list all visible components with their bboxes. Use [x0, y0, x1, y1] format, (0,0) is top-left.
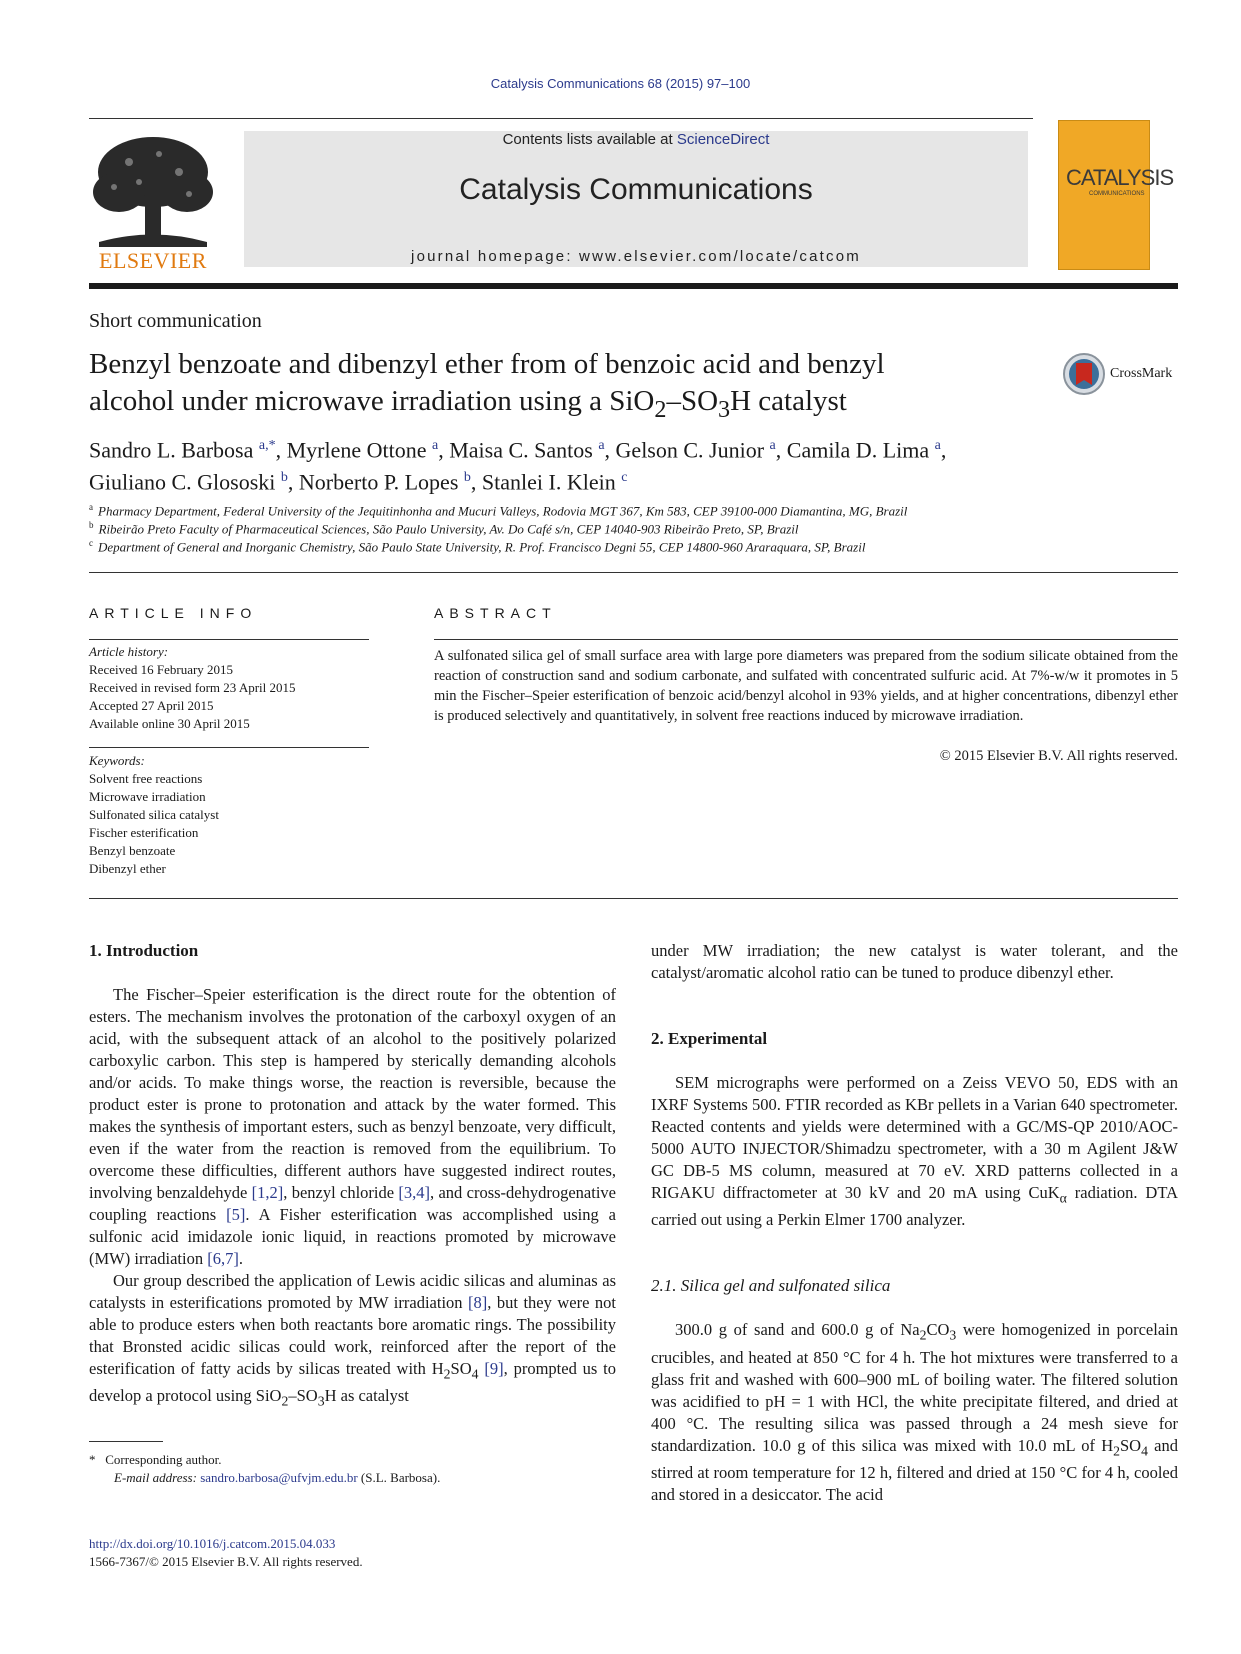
- body-text: SO: [450, 1359, 472, 1378]
- author-name: Sandro L. Barbosa: [89, 437, 254, 463]
- email-link[interactable]: sandro.barbosa@ufvjm.edu.br: [200, 1470, 358, 1485]
- body-text: . A Fisher esterification was accomplished using a sulfonic acid imidazole ionic liquid, in reactions promoted by microwave (MW) irradiation: [89, 1205, 617, 1268]
- author-name: Camila D. Lima: [786, 437, 930, 463]
- affiliation-b: [89, 520, 1149, 537]
- keywords-rule: [89, 747, 369, 748]
- footnote-star: *: [89, 1452, 96, 1467]
- author-affil-mark[interactable]: c: [621, 470, 628, 486]
- keyword: Solvent free reactions: [89, 771, 203, 786]
- cover-subtitle: COMMUNICATIONS: [1089, 191, 1145, 197]
- experimental-paragraph: [651, 1072, 1178, 1231]
- body-text: were homogenized in porcelain crucibles, and heated at 850 °C for 4 h. The hot mixtures were transferred to a glass frit and washed with 600–900 mL of boiling water. The filtered solution was acidified to pH = 1 with HCl, the white precipitate filtered, and dried at 400 °C. The resulting silica was passed through a 24 mesh sieve for standardization. 10.0 g of this silica was mixed with 10.0 mL of H: [651, 1320, 1178, 1455]
- right-column: [651, 940, 1178, 1506]
- silica-paragraph: [651, 1319, 1178, 1506]
- subscript: 4: [1141, 1442, 1148, 1458]
- keyword: Benzyl benzoate: [89, 843, 176, 858]
- history-revised: Received in revised form 23 April 2015: [89, 680, 296, 695]
- body-text: Our group described the application of Lewis acidic silicas and aluminas as catalysts in esterifications promoted by MW irradiation: [89, 1271, 616, 1312]
- reference-link[interactable]: [1,2]: [251, 1183, 284, 1202]
- history-label: Article history:: [89, 644, 169, 659]
- abstract-text: A sulfonated silica gel of small surface area with large pore diameters was prepared from the sodium silicate obtained from the reaction of construction sand and sodium carbonate, and sulfated with concentrated sulfuric acid. At 7%-w/w it promotes in 5 min the Fischer–Speier esterification of benzoic acid/benzyl alcohol in 93% yields, and at higher concentrations, dibenzyl ether is produced selectively and quantitatively, in solvent free reactions induced by microwave irradiation.: [434, 648, 1178, 724]
- author-name: Stanlei I. Klein: [481, 469, 616, 495]
- author-line-2: [89, 464, 1089, 496]
- author-affil-mark[interactable]: b: [280, 470, 288, 486]
- history-received: Received 16 February 2015: [89, 662, 234, 677]
- body-text: The Fischer–Speier esterification is the direct route for the obtention of esters. The mechanism involves the protonation of the carboxyl oxygen of an acid, with the subsequent attack of an alcohol to the positively polarized carboxylic carbon. This step is hampered by sterically demanding alcohols and/or acids. To make things worse, the reaction is reversible, because the product ester is prone to protonation and attack by the water formed. This makes the synthesis of important esters, such as benzyl benzoate, very difficult, even if the water from the reaction is removed from the equilibrium. To overcome these difficulties, different authors have suggested indirect routes, involving benzaldehyde: [89, 985, 616, 1202]
- affiliation-mark: a: [89, 502, 93, 512]
- author-affil-mark[interactable]: b: [463, 470, 471, 486]
- issn-line: 1566-7367/© 2015 Elsevier B.V. All rights reserved.: [89, 1554, 363, 1569]
- keyword: Microwave irradiation: [89, 789, 206, 804]
- body-text: CO: [926, 1320, 950, 1340]
- article-type: Short communication: [89, 310, 262, 332]
- cover-title: CATALYSIS: [1066, 165, 1174, 190]
- author-separator: ,: [438, 437, 450, 463]
- affiliation-a: [89, 502, 1149, 519]
- masthead-rule: [89, 283, 1178, 289]
- author-affil-mark[interactable]: a: [598, 438, 605, 453]
- intro-paragraph-2: [89, 1270, 616, 1413]
- author-list: [89, 432, 1089, 497]
- subscript: 2: [1113, 1442, 1120, 1458]
- body-text: SEM micrographs were performed on a Zeiss VEVO 50, EDS with an IXRF Systems 500. FTIR recorded as KBr pellets in a Varian 640 spectrometer. Reacted contents and yields were determined with a GC/MS-QP 2010/AOC-5000 AUTO INJECTOR/Shimadzu spectrometer, with a 30 m Agilent J&W GC DB-5 MS column, measured at 70 eV. XRD patterns collected in a RIGAKU diffractometer at 30 kV and 20 mA using CuK: [651, 1073, 1178, 1202]
- body-text: SO: [1119, 1435, 1142, 1455]
- author-separator: ,: [604, 437, 616, 463]
- author-separator: ,: [940, 437, 947, 463]
- body-text: –SO: [288, 1386, 318, 1406]
- article-history: [89, 643, 369, 733]
- article-title: [89, 346, 989, 428]
- email-label: E-mail address:: [114, 1470, 201, 1485]
- email-note: [114, 1469, 641, 1487]
- corresponding-author-note: [89, 1451, 616, 1469]
- author-name: Gelson C. Junior: [615, 437, 765, 463]
- reference-link[interactable]: [6,7]: [207, 1249, 239, 1268]
- author-name: Giuliano C. Glososki: [89, 469, 276, 495]
- affiliation-text: Ribeirão Preto Faculty of Pharmaceutical Sciences, São Paulo University, Av. Do Café s/n, CEP 14040-903 Ribeirão Preto, SP, Brazil: [98, 521, 799, 537]
- footnote-text: Corresponding author.: [105, 1452, 222, 1467]
- reference-link[interactable]: [9]: [484, 1359, 504, 1378]
- abstract-copyright: © 2015 Elsevier B.V. All rights reserved.: [939, 748, 1178, 764]
- keyword: Fischer esterification: [89, 825, 199, 840]
- header-rule: [89, 118, 1033, 119]
- title-text: alcohol under microwave irradiation using a SiO: [89, 385, 655, 417]
- affiliation-rule: [89, 572, 1178, 573]
- reference-link[interactable]: [3,4]: [398, 1183, 431, 1202]
- journal-homepage[interactable]: journal homepage: www.elsevier.com/locate/catcom: [411, 248, 861, 265]
- title-text: –SO: [666, 385, 719, 417]
- author-separator: ,: [470, 469, 482, 495]
- left-column: [89, 940, 616, 1413]
- history-online: Available online 30 April 2015: [89, 716, 250, 731]
- reference-link[interactable]: [8]: [468, 1293, 488, 1312]
- footnote-rule: [89, 1441, 163, 1442]
- author-separator: ,: [275, 437, 287, 463]
- reference-link[interactable]: [5]: [226, 1205, 246, 1224]
- author-affil-mark[interactable]: a,*: [258, 438, 276, 453]
- contents-line: [244, 131, 1028, 148]
- keyword: Sulfonated silica catalyst: [89, 807, 219, 822]
- subscript: 2: [919, 1327, 927, 1343]
- email-suffix: (S.L. Barbosa).: [357, 1470, 441, 1485]
- author-affil-mark[interactable]: a: [431, 438, 439, 453]
- affiliation-c: [89, 538, 1149, 555]
- article-info-heading: ARTICLE INFO: [89, 605, 258, 621]
- title-text: H catalyst: [730, 385, 847, 417]
- body-text: , benzyl chloride: [283, 1183, 399, 1202]
- author-line-1: [89, 432, 1089, 464]
- body-text: 300.0 g of sand and 600.0 g of Na: [675, 1320, 920, 1340]
- title-line-1: Benzyl benzoate and dibenzyl ether from of benzoic acid and benzyl: [89, 348, 885, 380]
- elsevier-wordmark: ELSEVIER: [99, 248, 207, 273]
- sciencedirect-link[interactable]: ScienceDirect: [676, 131, 770, 148]
- silica-subheading: 2.1. Silica gel and sulfonated silica: [651, 1276, 891, 1296]
- keyword: Dibenzyl ether: [89, 861, 166, 876]
- article-info-rule: [89, 639, 369, 640]
- journal-title: Catalysis Communications: [459, 173, 813, 206]
- subscript: 4: [471, 1366, 479, 1382]
- journal-masthead: [244, 131, 1028, 267]
- affiliation-text: Pharmacy Department, Federal University of the Jequitinhonha and Mucuri Valleys, Rodovia MGT 367, Km 583, CEP 39100-000 Diamantina, MG, Brazil: [98, 503, 908, 519]
- journal-cover-image: [1058, 120, 1174, 270]
- body-text: , prompted us to develop a protocol using SiO: [89, 1359, 617, 1406]
- subscript: 3: [949, 1327, 957, 1343]
- title-subscript: 2: [654, 395, 667, 423]
- author-affil-mark[interactable]: a: [769, 438, 776, 453]
- introduction-heading: 1. Introduction: [89, 941, 199, 960]
- history-accepted: Accepted 27 April 2015: [89, 698, 214, 713]
- title-subscript: 3: [718, 395, 731, 423]
- continued-paragraph: under MW irradiation; the new catalyst is water tolerant, and the catalyst/aromatic alcohol ratio can be tuned to produce dibenzyl ether.: [651, 941, 1178, 982]
- author-affil-mark[interactable]: a: [934, 438, 941, 453]
- body-text: radiation. DTA carried out using a Perkin Elmer 1700 analyzer.: [651, 1183, 1179, 1230]
- journal-citation[interactable]: Catalysis Communications 68 (2015) 97–100: [490, 76, 751, 91]
- affiliation-text: Department of General and Inorganic Chemistry, São Paulo State University, R. Prof. Francisco Degni 55, CEP 14800-960 Araraquara, SP, Brazil: [98, 539, 866, 555]
- intro-paragraph-1: [89, 984, 616, 1270]
- subscript: 2: [443, 1366, 451, 1382]
- contents-prefix: Contents lists available at: [502, 131, 677, 148]
- doi-link[interactable]: http://dx.doi.org/10.1016/j.catcom.2015.04.033: [89, 1536, 336, 1551]
- body-text: , but they were not able to produce esters when both reactants bore aromatic rings. The possibility that Bronsted acidic silicas could work, reinforced after the report of the esterification of fatty acids by silicas treated with H: [89, 1293, 616, 1378]
- experimental-heading: 2. Experimental: [651, 1029, 768, 1048]
- author-name: Maisa C. Santos: [449, 437, 593, 463]
- author-separator: ,: [775, 437, 787, 463]
- body-text: , and cross-dehydrogenative coupling reactions: [89, 1183, 616, 1224]
- affiliation-mark: c: [89, 538, 93, 548]
- keywords-list: [89, 752, 369, 878]
- subscript: 2: [281, 1393, 289, 1409]
- keywords-label: Keywords:: [89, 753, 145, 768]
- title-line-2: [89, 383, 989, 428]
- author-name: Norberto P. Lopes: [298, 469, 459, 495]
- body-text: and stirred at room temperature for 12 h, filtered and dried at 150 °C for 4 h, cooled and stored in a desiccator. The acid: [651, 1435, 1178, 1504]
- abstract-heading: ABSTRACT: [434, 605, 557, 621]
- affiliation-mark: b: [89, 520, 94, 530]
- crossmark-icon[interactable]: [1063, 353, 1105, 395]
- crossmark-label[interactable]: CrossMark: [1110, 366, 1173, 381]
- body-text: .: [238, 1249, 243, 1268]
- subscript: 3: [317, 1393, 325, 1409]
- author-name: Myrlene Ottone: [286, 437, 427, 463]
- front-matter-rule: [89, 898, 1178, 899]
- doi-block: [89, 1535, 363, 1571]
- body-text: H as catalyst: [324, 1386, 409, 1406]
- subscript: α: [1059, 1190, 1067, 1206]
- abstract-rule: [434, 639, 1178, 640]
- author-separator: ,: [287, 469, 299, 495]
